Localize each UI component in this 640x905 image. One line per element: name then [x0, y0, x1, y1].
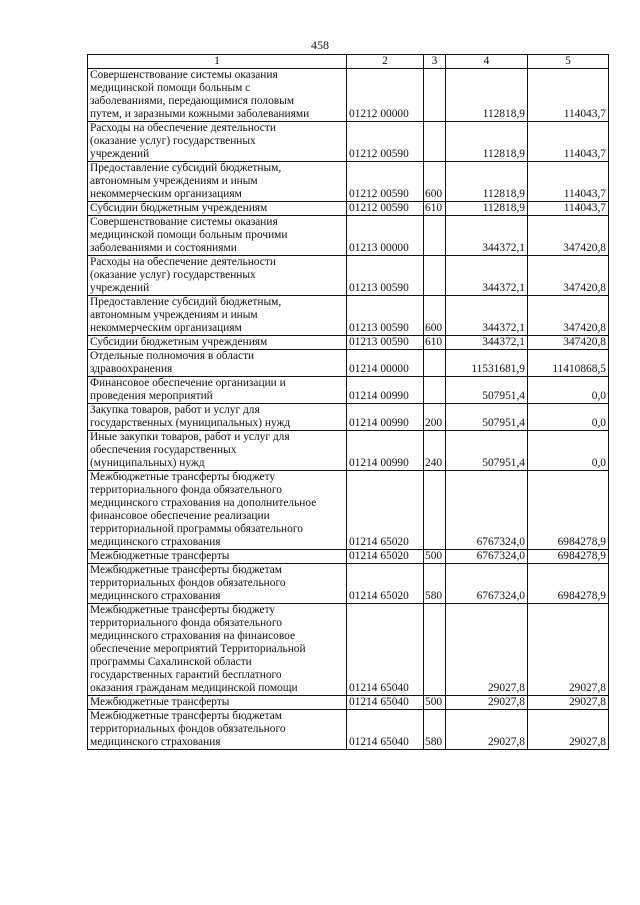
- row-value-col4-cell: 112818,9: [446, 122, 528, 162]
- row-type-cell: [424, 604, 446, 696]
- row-name-cell: Закупка товаров, работ и услуг для государственных (муниципальных) нужд: [88, 404, 347, 431]
- row-value-col5-cell: 6984278,9: [528, 471, 609, 550]
- row-type-cell: 500: [424, 550, 446, 564]
- table-row: [88, 404, 609, 431]
- row-code-cell: 01213 00590: [347, 256, 424, 296]
- row-value-col4-cell: 6767324,0: [446, 550, 528, 564]
- row-value-col5-cell: 114043,7: [528, 162, 609, 202]
- row-code-cell: 01214 00990: [347, 377, 424, 404]
- row-name-cell: Субсидии бюджетным учреждениям: [88, 202, 347, 216]
- row-value-col4-cell: 507951,4: [446, 377, 528, 404]
- row-code-cell: 01214 00990: [347, 431, 424, 471]
- row-value-col5-cell: 0,0: [528, 377, 609, 404]
- row-type-cell: 610: [424, 202, 446, 216]
- row-value-col4-cell: 344372,1: [446, 256, 528, 296]
- row-code-cell: 01214 00000: [347, 350, 424, 377]
- header-col-1: 1: [88, 55, 347, 69]
- page-number: 458: [311, 38, 329, 52]
- row-name-cell: Расходы на обеспечение деятельности (оказание услуг) государственных учреждений: [88, 256, 347, 296]
- table-row: [88, 564, 609, 604]
- row-code-cell: 01212 00590: [347, 122, 424, 162]
- row-value-col5-cell: 29027,8: [528, 604, 609, 696]
- table-row: [88, 377, 609, 404]
- row-type-cell: [424, 471, 446, 550]
- row-value-col4-cell: 29027,8: [446, 696, 528, 710]
- row-code-cell: 01212 00000: [347, 69, 424, 122]
- row-value-col5-cell: 347420,8: [528, 256, 609, 296]
- row-code-cell: 01214 65020: [347, 564, 424, 604]
- header-row: [88, 55, 609, 69]
- table-row: [88, 604, 609, 696]
- budget-table: [87, 54, 609, 750]
- row-type-cell: 600: [424, 296, 446, 336]
- table-row: [88, 202, 609, 216]
- row-type-cell: [424, 122, 446, 162]
- row-value-col4-cell: 507951,4: [446, 404, 528, 431]
- row-code-cell: 01214 65040: [347, 710, 424, 750]
- table-row: [88, 162, 609, 202]
- row-type-cell: 580: [424, 564, 446, 604]
- row-code-cell: 01213 00590: [347, 336, 424, 350]
- row-value-col5-cell: 114043,7: [528, 122, 609, 162]
- table-row: [88, 710, 609, 750]
- row-name-cell: Межбюджетные трансферты: [88, 550, 347, 564]
- row-value-col4-cell: 112818,9: [446, 162, 528, 202]
- row-type-cell: [424, 216, 446, 256]
- row-name-cell: Межбюджетные трансферты: [88, 696, 347, 710]
- row-name-cell: Отдельные полномочия в области здравоохранения: [88, 350, 347, 377]
- row-type-cell: 200: [424, 404, 446, 431]
- table-row: [88, 122, 609, 162]
- row-value-col5-cell: 0,0: [528, 431, 609, 471]
- row-name-cell: Совершенствование системы оказания медицинской помощи больным прочими заболеваниями и состояниями: [88, 216, 347, 256]
- row-code-cell: 01213 00000: [347, 216, 424, 256]
- row-value-col5-cell: 347420,8: [528, 216, 609, 256]
- row-value-col5-cell: 6984278,9: [528, 550, 609, 564]
- row-code-cell: 01212 00590: [347, 162, 424, 202]
- row-name-cell: Межбюджетные трансферты бюджету территориального фонда обязательного медицинского страхования на финансовое обеспечение мероприятий Территориальной программы Сахалинской области государственных гарантий бесплатного оказания гражданам медицинской помощи: [88, 604, 347, 696]
- row-type-cell: 580: [424, 710, 446, 750]
- row-code-cell: 01214 65020: [347, 550, 424, 564]
- table-row: [88, 296, 609, 336]
- table-row: [88, 471, 609, 550]
- row-value-col4-cell: 6767324,0: [446, 564, 528, 604]
- row-name-cell: Иные закупки товаров, работ и услуг для обеспечения государственных (муниципальных) нужд: [88, 431, 347, 471]
- row-code-cell: 01214 65040: [347, 604, 424, 696]
- row-type-cell: [424, 256, 446, 296]
- row-name-cell: Расходы на обеспечение деятельности (оказание услуг) государственных учреждений: [88, 122, 347, 162]
- row-type-cell: [424, 69, 446, 122]
- row-code-cell: 01212 00590: [347, 202, 424, 216]
- row-value-col4-cell: 112818,9: [446, 69, 528, 122]
- row-name-cell: Совершенствование системы оказания медицинской помощи больным с заболеваниями, передающимися половым путем, и заразными кожными заболеваниями: [88, 69, 347, 122]
- row-name-cell: Межбюджетные трансферты бюджетам территориальных фондов обязательного медицинского страхования: [88, 710, 347, 750]
- row-type-cell: 240: [424, 431, 446, 471]
- table-row: [88, 431, 609, 471]
- row-value-col4-cell: 344372,1: [446, 336, 528, 350]
- row-value-col4-cell: 29027,8: [446, 604, 528, 696]
- row-value-col5-cell: 114043,7: [528, 69, 609, 122]
- row-value-col5-cell: 29027,8: [528, 696, 609, 710]
- header-col-2: 2: [347, 55, 424, 69]
- row-value-col5-cell: 114043,7: [528, 202, 609, 216]
- row-code-cell: 01214 65040: [347, 696, 424, 710]
- row-value-col5-cell: 347420,8: [528, 296, 609, 336]
- row-name-cell: Межбюджетные трансферты бюджетам территориальных фондов обязательного медицинского страхования: [88, 564, 347, 604]
- row-value-col5-cell: 29027,8: [528, 710, 609, 750]
- row-name-cell: Межбюджетные трансферты бюджету территориального фонда обязательного медицинского страхования на дополнительное финансовое обеспечение реализации территориальной программы обязательного медицинского страхования: [88, 471, 347, 550]
- table-row: [88, 69, 609, 122]
- row-code-cell: 01214 00990: [347, 404, 424, 431]
- row-value-col5-cell: 0,0: [528, 404, 609, 431]
- row-type-cell: [424, 377, 446, 404]
- table-row: [88, 336, 609, 350]
- row-code-cell: 01214 65020: [347, 471, 424, 550]
- row-value-col5-cell: 6984278,9: [528, 564, 609, 604]
- row-value-col4-cell: 507951,4: [446, 431, 528, 471]
- row-value-col4-cell: 344372,1: [446, 296, 528, 336]
- table-row: [88, 350, 609, 377]
- row-type-cell: 600: [424, 162, 446, 202]
- row-name-cell: Финансовое обеспечение организации и проведения мероприятий: [88, 377, 347, 404]
- row-name-cell: Предоставление субсидий бюджетным, автономным учреждениям и иным некоммерческим организациям: [88, 296, 347, 336]
- header-col-5: 5: [528, 55, 609, 69]
- row-value-col4-cell: 344372,1: [446, 216, 528, 256]
- row-value-col5-cell: 347420,8: [528, 336, 609, 350]
- row-value-col4-cell: 11531681,9: [446, 350, 528, 377]
- row-value-col4-cell: 29027,8: [446, 710, 528, 750]
- row-value-col5-cell: 11410868,5: [528, 350, 609, 377]
- table-row: [88, 696, 609, 710]
- table-row: [88, 550, 609, 564]
- table-row: [88, 216, 609, 256]
- row-value-col4-cell: 6767324,0: [446, 471, 528, 550]
- header-col-3: 3: [424, 55, 446, 69]
- row-value-col4-cell: 112818,9: [446, 202, 528, 216]
- row-type-cell: 500: [424, 696, 446, 710]
- row-name-cell: Предоставление субсидий бюджетным, автономным учреждениям и иным некоммерческим организациям: [88, 162, 347, 202]
- header-col-4: 4: [446, 55, 528, 69]
- row-name-cell: Субсидии бюджетным учреждениям: [88, 336, 347, 350]
- row-type-cell: 610: [424, 336, 446, 350]
- row-code-cell: 01213 00590: [347, 296, 424, 336]
- table-row: [88, 256, 609, 296]
- row-type-cell: [424, 350, 446, 377]
